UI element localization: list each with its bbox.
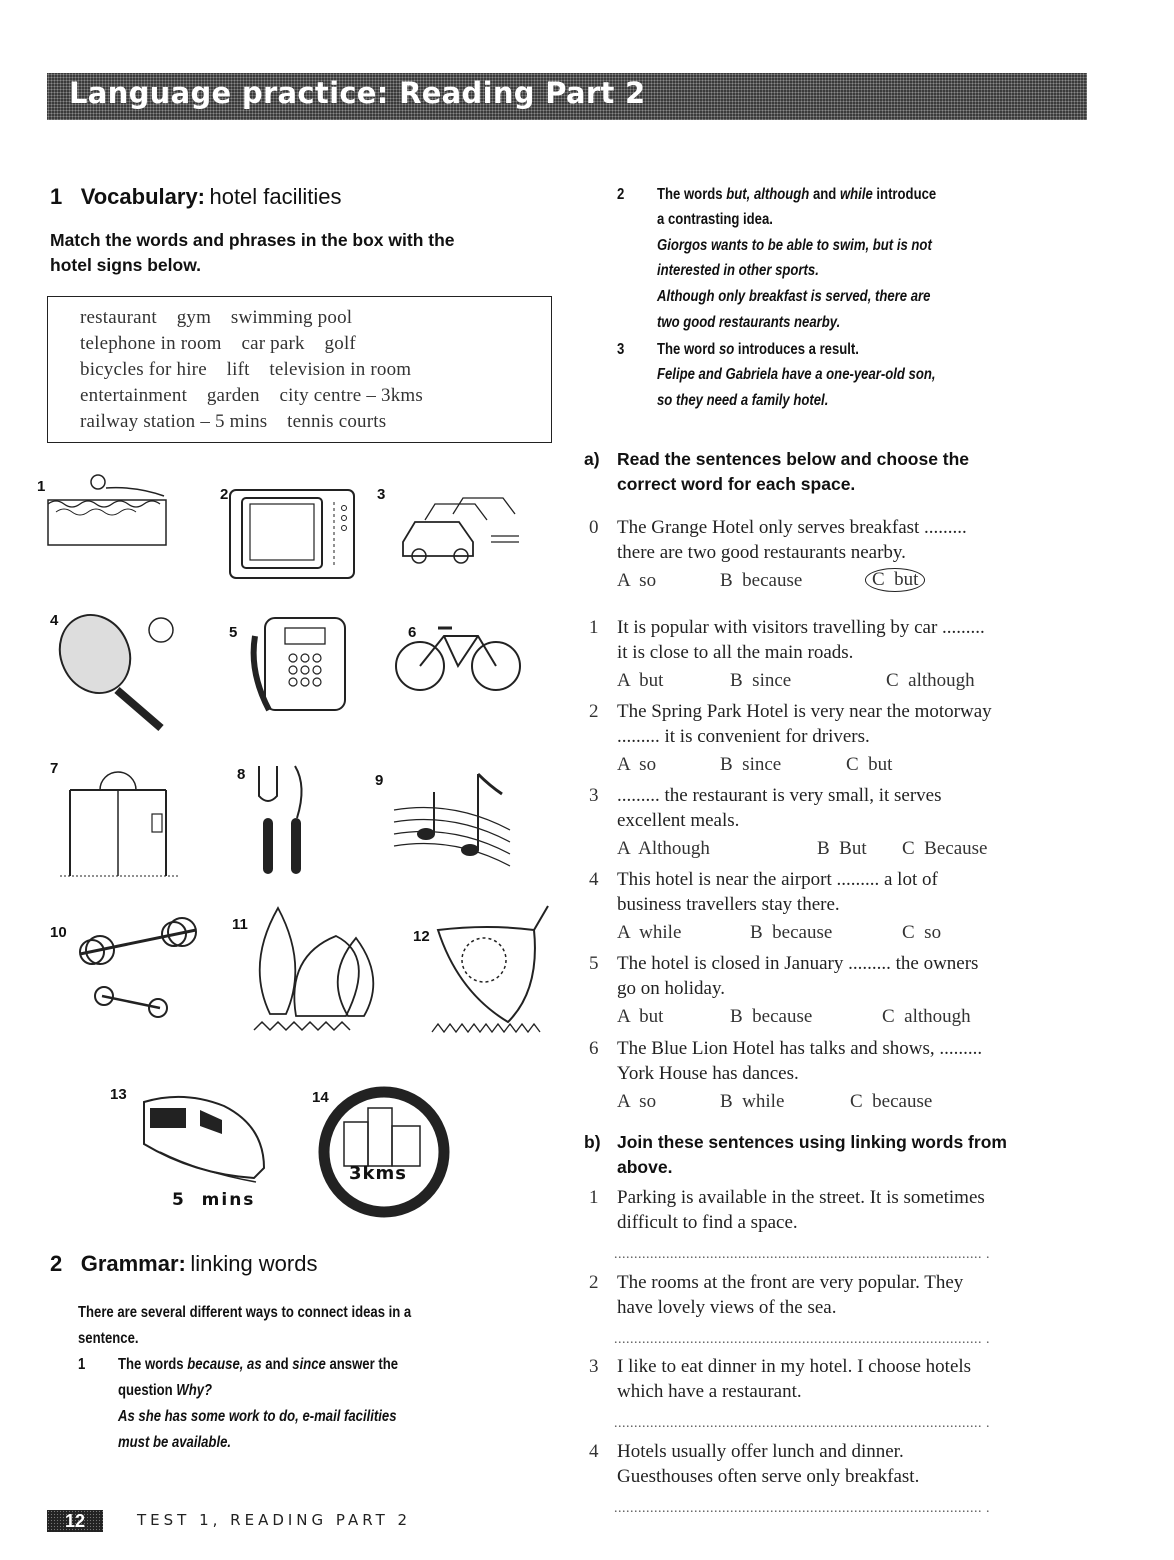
rule1-number: 1: [78, 1356, 86, 1373]
tennis-racket-icon: [55, 608, 195, 736]
pic-number-1: 1: [37, 478, 46, 495]
rule3-line1: [657, 341, 859, 359]
vocab-line-2: telephone in room car park golf: [80, 333, 356, 354]
rule1-line2-a: question: [118, 1382, 177, 1399]
rule3-text-b: so: [718, 341, 735, 358]
pic-number-14: 14: [312, 1089, 329, 1106]
rule3-text-c: introduces a result.: [734, 341, 859, 358]
rule3-example-line1: Felipe and Gabriela have a one-year-old son,: [657, 366, 936, 383]
garden-icon: [250, 904, 390, 1038]
part-a-q4-number: 4: [589, 869, 599, 890]
part-a-q3-number: 3: [589, 785, 599, 806]
part-b-instruction: [617, 1130, 1007, 1180]
part-b-q1-number: 1: [589, 1187, 599, 1208]
part-b-instruction-line1: Join these sentences using linking words from: [617, 1132, 1007, 1152]
pic-number-9: 9: [375, 772, 384, 789]
section1-instruction-line1: Match the words and phrases in the box with the: [50, 230, 455, 250]
part-a-q3-line1: ......... the restaurant is very small, it serves: [617, 785, 942, 806]
part-a-q2-number: 2: [589, 701, 599, 722]
vocab-line-1: restaurant gym swimming pool: [80, 307, 353, 328]
section1-instruction: [50, 228, 455, 278]
golf-icon: [428, 904, 552, 1040]
rule1-line1: [118, 1356, 398, 1374]
part-a-q6-number: 6: [589, 1038, 599, 1059]
part-b-label: b): [584, 1132, 601, 1152]
part-a-q2-option-a[interactable]: A so: [617, 754, 657, 775]
vocab-line-5: railway station – 5 mins tennis courts: [80, 411, 387, 432]
part-a-q1-line2: it is close to all the main roads.: [617, 642, 854, 663]
part-a-q5-option-c[interactable]: C although: [882, 1006, 971, 1027]
pic-number-2: 2: [220, 486, 229, 503]
rule2-line1: [657, 186, 936, 204]
part-a-q1-option-a[interactable]: A but: [617, 670, 664, 691]
rule2-number: 2: [617, 186, 625, 203]
rule2-text-a: The words: [657, 186, 727, 203]
rule1-text-b: because, as: [187, 1356, 262, 1373]
part-a-q1-number: 1: [589, 617, 599, 638]
part-a-instruction-line2: correct word for each space.: [617, 474, 856, 494]
rule1-example-line2: must be available.: [118, 1434, 232, 1451]
rule3-text-a: The word: [657, 341, 719, 358]
pic-number-7: 7: [50, 760, 59, 777]
part-a-q0-option-c-circled[interactable]: C but: [865, 568, 925, 592]
rule1-line2: [118, 1382, 212, 1400]
part-a-q4-line1: This hotel is near the airport ......... a lot of: [617, 869, 938, 890]
section1-heading-bold: Vocabulary:: [80, 184, 206, 209]
pic13-caption: 5 mins: [172, 1190, 256, 1210]
part-a-q3-option-c[interactable]: C Because: [902, 838, 988, 859]
section2-number: 2: [50, 1251, 63, 1276]
part-b-instruction-line2: above.: [617, 1157, 673, 1177]
pic-number-5: 5: [229, 624, 238, 641]
part-a-label: a): [584, 449, 600, 469]
part-b-q3-answer-line[interactable]: ............................................................................................ .: [614, 1416, 990, 1431]
part-a-q0-number: 0: [589, 517, 599, 538]
section1-heading-rest: hotel facilities: [209, 184, 342, 209]
part-b-q4-line1: Hotels usually offer lunch and dinner.: [617, 1441, 904, 1462]
part-a-q6-line1: The Blue Lion Hotel has talks and shows, .........: [617, 1038, 983, 1059]
rule2-example-line3: Although only breakfast is served, there are: [657, 288, 931, 305]
telephone-icon: [245, 608, 355, 720]
part-a-q3-option-a[interactable]: A Although: [617, 838, 710, 859]
car-park-icon: [395, 492, 525, 572]
part-a-q6-option-c[interactable]: C because: [850, 1091, 933, 1112]
part-b-q2-number: 2: [589, 1272, 599, 1293]
rule3-example-line2: so they need a family hotel.: [657, 392, 829, 409]
rule2-example-line1: Giorgos wants to be able to swim, but is not: [657, 237, 932, 254]
vocab-line-4: entertainment garden city centre – 3kms: [80, 385, 423, 406]
part-a-q1-option-b[interactable]: B since: [730, 670, 792, 691]
section2-intro-line2: sentence.: [78, 1330, 139, 1347]
section1-instruction-line2: hotel signs below.: [50, 255, 202, 275]
part-a-q4-option-c[interactable]: C so: [902, 922, 942, 943]
part-a-q5-line1: The hotel is closed in January ......... the owners: [617, 953, 979, 974]
part-a-q5-option-a[interactable]: A but: [617, 1006, 664, 1027]
title-banner: [47, 73, 1087, 120]
section1-number: 1: [50, 184, 63, 209]
section2-heading: [50, 1251, 317, 1277]
pic-number-3: 3: [377, 486, 386, 503]
railway-station-icon: [140, 1082, 280, 1186]
pic-number-6: 6: [408, 624, 417, 641]
part-a-q5-line2: go on holiday.: [617, 978, 726, 999]
part-b-q1-line1: Parking is available in the street. It is sometimes: [617, 1187, 985, 1208]
part-a-q0-option-a[interactable]: A so: [617, 570, 657, 591]
part-a-q5-number: 5: [589, 953, 599, 974]
page-number-badge: 12: [47, 1510, 103, 1532]
rule1-line2-b: Why?: [176, 1382, 213, 1399]
part-a-q2-option-b[interactable]: B since: [720, 754, 782, 775]
part-a-q1-line1: It is popular with visitors travelling by car .........: [617, 617, 985, 638]
part-a-q4-line2: business travellers stay there.: [617, 894, 840, 915]
vocab-line-3: bicycles for hire lift television in room: [80, 359, 412, 380]
lift-icon: [60, 758, 180, 884]
part-b-q4-answer-line[interactable]: ............................................................................................ .: [614, 1501, 990, 1516]
banner-title: Language practice: Reading Part 2: [69, 76, 646, 110]
part-b-q3-line2: which have a restaurant.: [617, 1381, 802, 1402]
pic-number-4: 4: [50, 612, 59, 629]
part-a-q0-option-b[interactable]: B because: [720, 570, 803, 591]
rule1-text-d: since: [292, 1356, 326, 1373]
pic-number-13: 13: [110, 1086, 127, 1103]
rule2-example-line2: interested in other sports.: [657, 262, 819, 279]
section2-heading-rest: linking words: [190, 1251, 318, 1276]
section2-intro-line1: There are several different ways to connect ideas in a: [78, 1304, 412, 1321]
pic14-caption: 3kms: [349, 1163, 407, 1184]
part-b-q4-line2: Guesthouses often serve only breakfast.: [617, 1466, 920, 1487]
part-a-q0-line1: The Grange Hotel only serves breakfast .........: [617, 517, 967, 538]
rule2-line2: a contrasting idea.: [657, 211, 773, 228]
part-a-q1-option-c[interactable]: C although: [886, 670, 975, 691]
rule2-text-c: and: [809, 186, 840, 203]
pic-number-12: 12: [413, 928, 430, 945]
rule2-text-e: introduce: [872, 186, 937, 203]
rule2-example-line4: two good restaurants nearby.: [657, 314, 841, 331]
rule1-text-a: The words: [118, 1356, 188, 1373]
part-a-q4-option-a[interactable]: A while: [617, 922, 682, 943]
city-centre-icon: [316, 1082, 454, 1222]
entertainment-icon: [390, 770, 514, 880]
part-a-q5-option-b[interactable]: B because: [730, 1006, 813, 1027]
part-a-instruction-line1: Read the sentences below and choose the: [617, 449, 970, 469]
part-b-q2-line1: The rooms at the front are very popular. They: [617, 1272, 964, 1293]
part-a-q6-line2: York House has dances.: [617, 1063, 799, 1084]
part-b-q1-line2: difficult to find a space.: [617, 1212, 798, 1233]
footer-text: TEST 1, READING PART 2: [137, 1511, 412, 1529]
part-b-q3-number: 3: [589, 1356, 599, 1377]
part-b-q2-answer-line[interactable]: ............................................................................................ .: [614, 1332, 990, 1347]
pic-number-11: 11: [232, 916, 248, 933]
part-a-q2-option-c[interactable]: C but: [846, 754, 893, 775]
rule1-text-e: answer the: [325, 1356, 399, 1373]
section1-heading: [50, 184, 342, 210]
gym-icon: [66, 912, 210, 1030]
part-b-q3-line1: I like to eat dinner in my hotel. I choose hotels: [617, 1356, 972, 1377]
part-a-q6-option-a[interactable]: A so: [617, 1091, 657, 1112]
swimming-pool-icon: [46, 470, 176, 550]
part-a-q6-option-b[interactable]: B while: [720, 1091, 785, 1112]
bicycle-icon: [394, 620, 524, 694]
part-a-q3-option-b[interactable]: B But: [817, 838, 867, 859]
section2-heading-bold: Grammar:: [80, 1251, 186, 1276]
restaurant-icon: [255, 762, 315, 880]
part-a-q2-line2: ......... it is convenient for drivers.: [617, 726, 870, 747]
part-a-instruction: [617, 447, 969, 497]
part-b-q4-number: 4: [589, 1441, 599, 1462]
part-a-q4-option-b[interactable]: B because: [750, 922, 833, 943]
part-b-q2-line2: have lovely views of the sea.: [617, 1297, 837, 1318]
rule2-text-b: but, although: [726, 186, 810, 203]
rule2-text-d: while: [839, 186, 873, 203]
part-a-q3-line2: excellent meals.: [617, 810, 740, 831]
television-icon: [228, 488, 358, 582]
part-a-q0-line2: there are two good restaurants nearby.: [617, 542, 906, 563]
pic-number-10: 10: [50, 924, 67, 941]
pic-number-8: 8: [237, 766, 246, 783]
part-a-q2-line1: The Spring Park Hotel is very near the motorway: [617, 701, 992, 722]
rule3-number: 3: [617, 341, 625, 358]
rule1-example-line1: As she has some work to do, e-mail facilities: [118, 1408, 397, 1425]
rule1-text-c: and: [261, 1356, 293, 1373]
vocabulary-box: [47, 296, 552, 443]
part-b-q1-answer-line[interactable]: ............................................................................................ .: [614, 1247, 990, 1262]
